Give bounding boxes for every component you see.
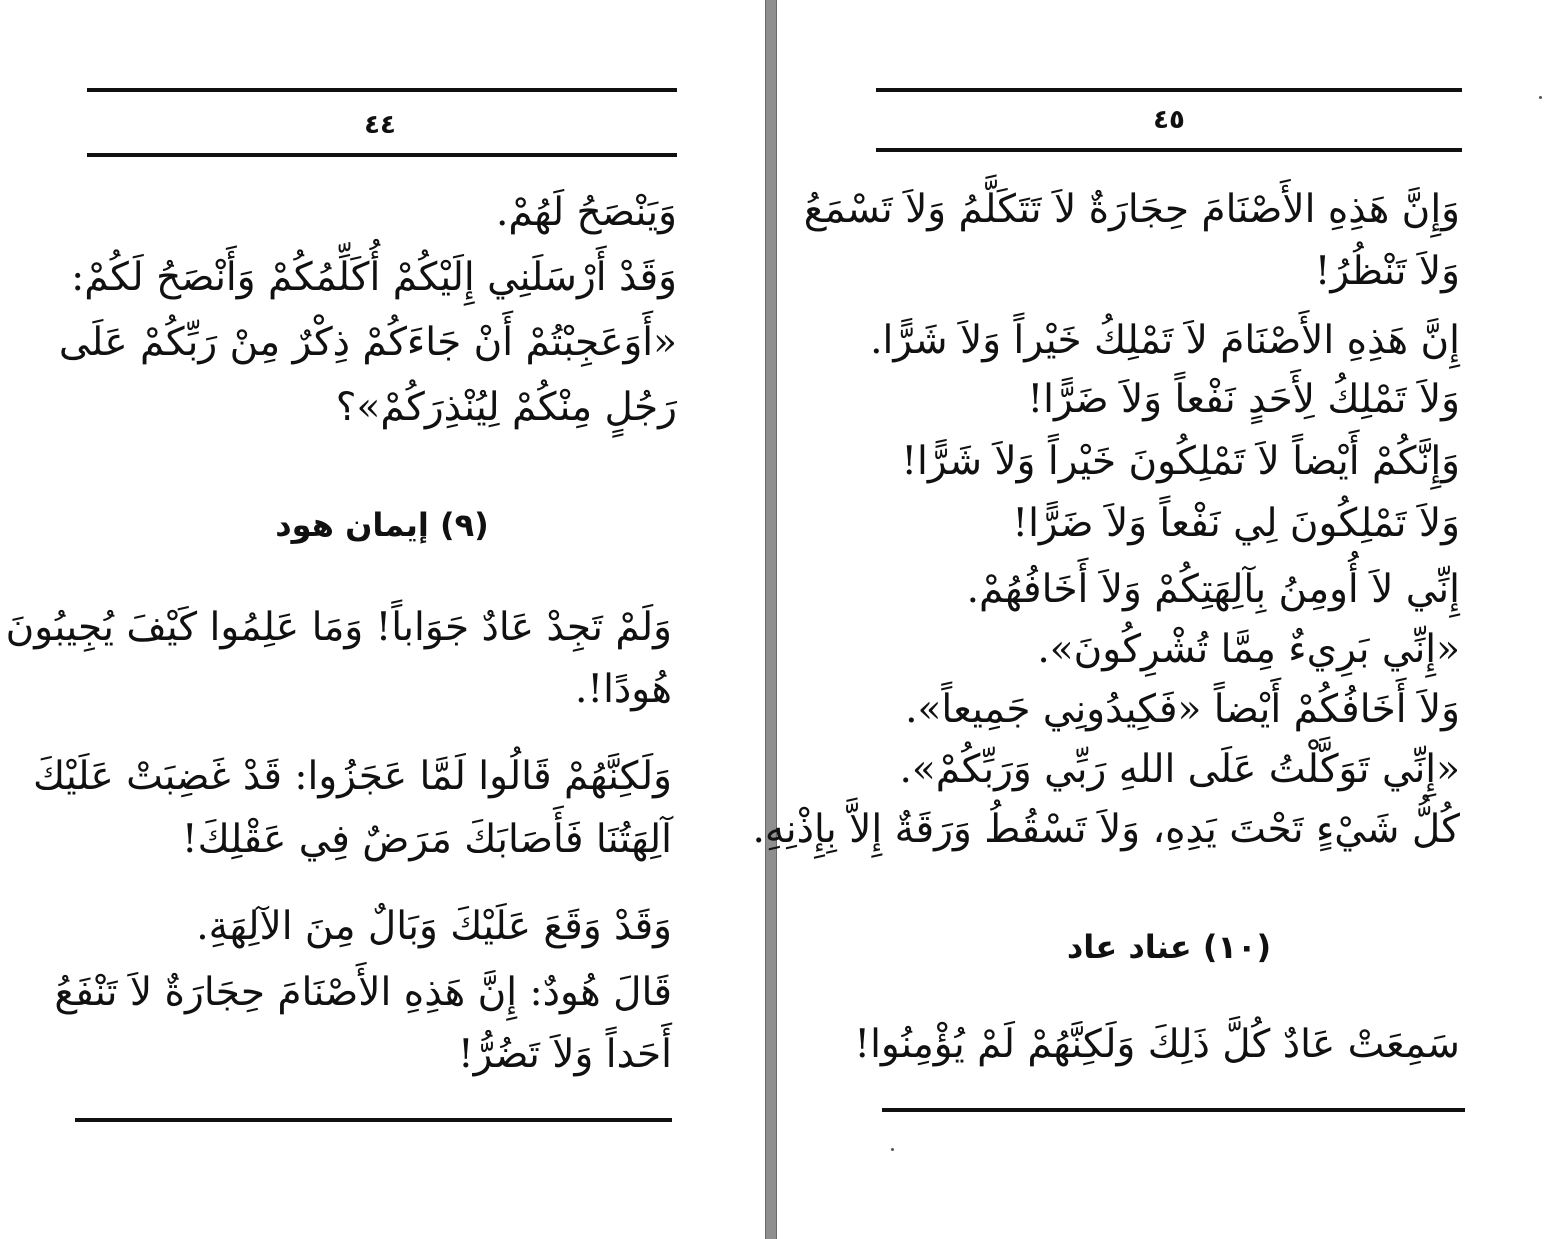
right-line-1: وَإِنَّ هَذِهِ الأَصْنَامَ حِجَارَةٌ لاَ تَتَكَلَّمُ وَلاَ تَسْمَعُ	[803, 187, 1460, 232]
right-line-3: إِنَّ هَذِهِ الأَصْنَامَ لاَ تَمْلِكُ خَيْراً وَلاَ شَرًّا.	[870, 318, 1460, 363]
right-line-7: إِنِّي لاَ أُومِنُ بِآلِهَتِكُمْ وَلاَ أَخَافُهُمْ.	[966, 567, 1460, 612]
left-paragraph-4-line-3: أَحَداً وَلاَ تَضُرُّ!	[458, 1032, 672, 1077]
left-bottom-rule	[75, 1118, 672, 1122]
right-page	[752, 0, 1545, 1239]
right-section-heading: (١٠) عناد عاد	[1066, 928, 1272, 966]
right-line-9: وَلاَ أَخَافُكُمْ أَيْضاً «فَكِيدُونِي جَمِيعاً».	[905, 687, 1460, 732]
left-paragraph-3-line-2: آلِهَتُنَا فَأَصَابَكَ مَرَضٌ فِي عَقْلِكَ!	[181, 817, 672, 862]
left-line-1: وَيَنْصَحُ لَهُمْ.	[495, 190, 677, 235]
right-line-10: «إِنِّي تَوَكَّلْتُ عَلَى اللهِ رَبِّي وَرَبِّكُمْ».	[899, 747, 1460, 792]
right-line-11: كُلُّ شَيْءٍ تَحْتَ يَدِهِ، وَلاَ تَسْقُطُ وَرَقَةٌ إِلاَّ بِإِذْنِهِ.	[752, 807, 1460, 852]
right-top-rule	[876, 88, 1462, 92]
book-gutter	[765, 0, 777, 1239]
left-paragraph-4-line-2: قَالَ هُودٌ: إِنَّ هَذِهِ الأَصْنَامَ حِجَارَةٌ لاَ تَنْفَعُ	[54, 970, 672, 1015]
right-closing-line: سَمِعَتْ عَادٌ كُلَّ ذَلِكَ وَلَكِنَّهُمْ لَمْ يُؤْمِنُوا!	[854, 1022, 1460, 1067]
page-speck	[891, 1148, 894, 1151]
right-bottom-rule	[882, 1108, 1465, 1112]
right-line-8: «إِنِّي بَرِيءٌ مِمَّا تُشْرِكُونَ».	[1037, 627, 1460, 672]
left-page	[0, 0, 765, 1239]
left-line-2: وَقَدْ أَرْسَلَنِي إِلَيْكُمْ أُكَلِّمُكُمْ وَأَنْصَحُ لَكُمْ:	[71, 255, 677, 300]
left-paragraph-4-line-1: وَقَدْ وَقَعَ عَلَيْكَ وَبَالٌ مِنَ الآلِهَةِ.	[196, 904, 672, 949]
left-line-4: رَجُلٍ مِنْكُمْ لِيُنْذِرَكُمْ»؟	[335, 385, 677, 430]
left-paragraph-2-line-2: هُودًا!.	[575, 667, 672, 712]
right-line-2: وَلاَ تَنْظُرُ!	[1314, 249, 1460, 294]
left-page-number: ٤٤	[364, 110, 396, 140]
right-header-rule	[876, 148, 1462, 152]
left-header-rule	[87, 153, 677, 157]
right-line-4: وَلاَ تَمْلِكُ لِأَحَدٍ نَفْعاً وَلاَ ضَرًّا!	[1027, 377, 1460, 422]
right-page-number: ٤٥	[1153, 105, 1185, 135]
left-line-3: «أَوَعَجِبْتُمْ أَنْ جَاءَكُمْ ذِكْرٌ مِنْ رَبِّكُمْ عَلَى	[58, 320, 677, 365]
right-line-6: وَلاَ تَمْلِكُونَ لِي نَفْعاً وَلاَ ضَرًّا!	[1012, 501, 1460, 546]
left-paragraph-2-line-1: وَلَمْ تَجِدْ عَادٌ جَوَاباً! وَمَا عَلِمُوا كَيْفَ يُجِيبُونَ	[5, 605, 672, 650]
left-section-heading: (٩) إيمان هود	[275, 506, 489, 544]
right-line-5: وَإِنَّكُمْ أَيْضاً لاَ تَمْلِكُونَ خَيْراً وَلاَ شَرًّا!	[901, 439, 1460, 484]
left-paragraph-3-line-1: وَلَكِنَّهُمْ قَالُوا لَمَّا عَجَزُوا: قَدْ غَضِبَتْ عَلَيْكَ	[32, 754, 672, 799]
left-top-rule	[87, 88, 677, 92]
page-speck	[1539, 96, 1542, 99]
